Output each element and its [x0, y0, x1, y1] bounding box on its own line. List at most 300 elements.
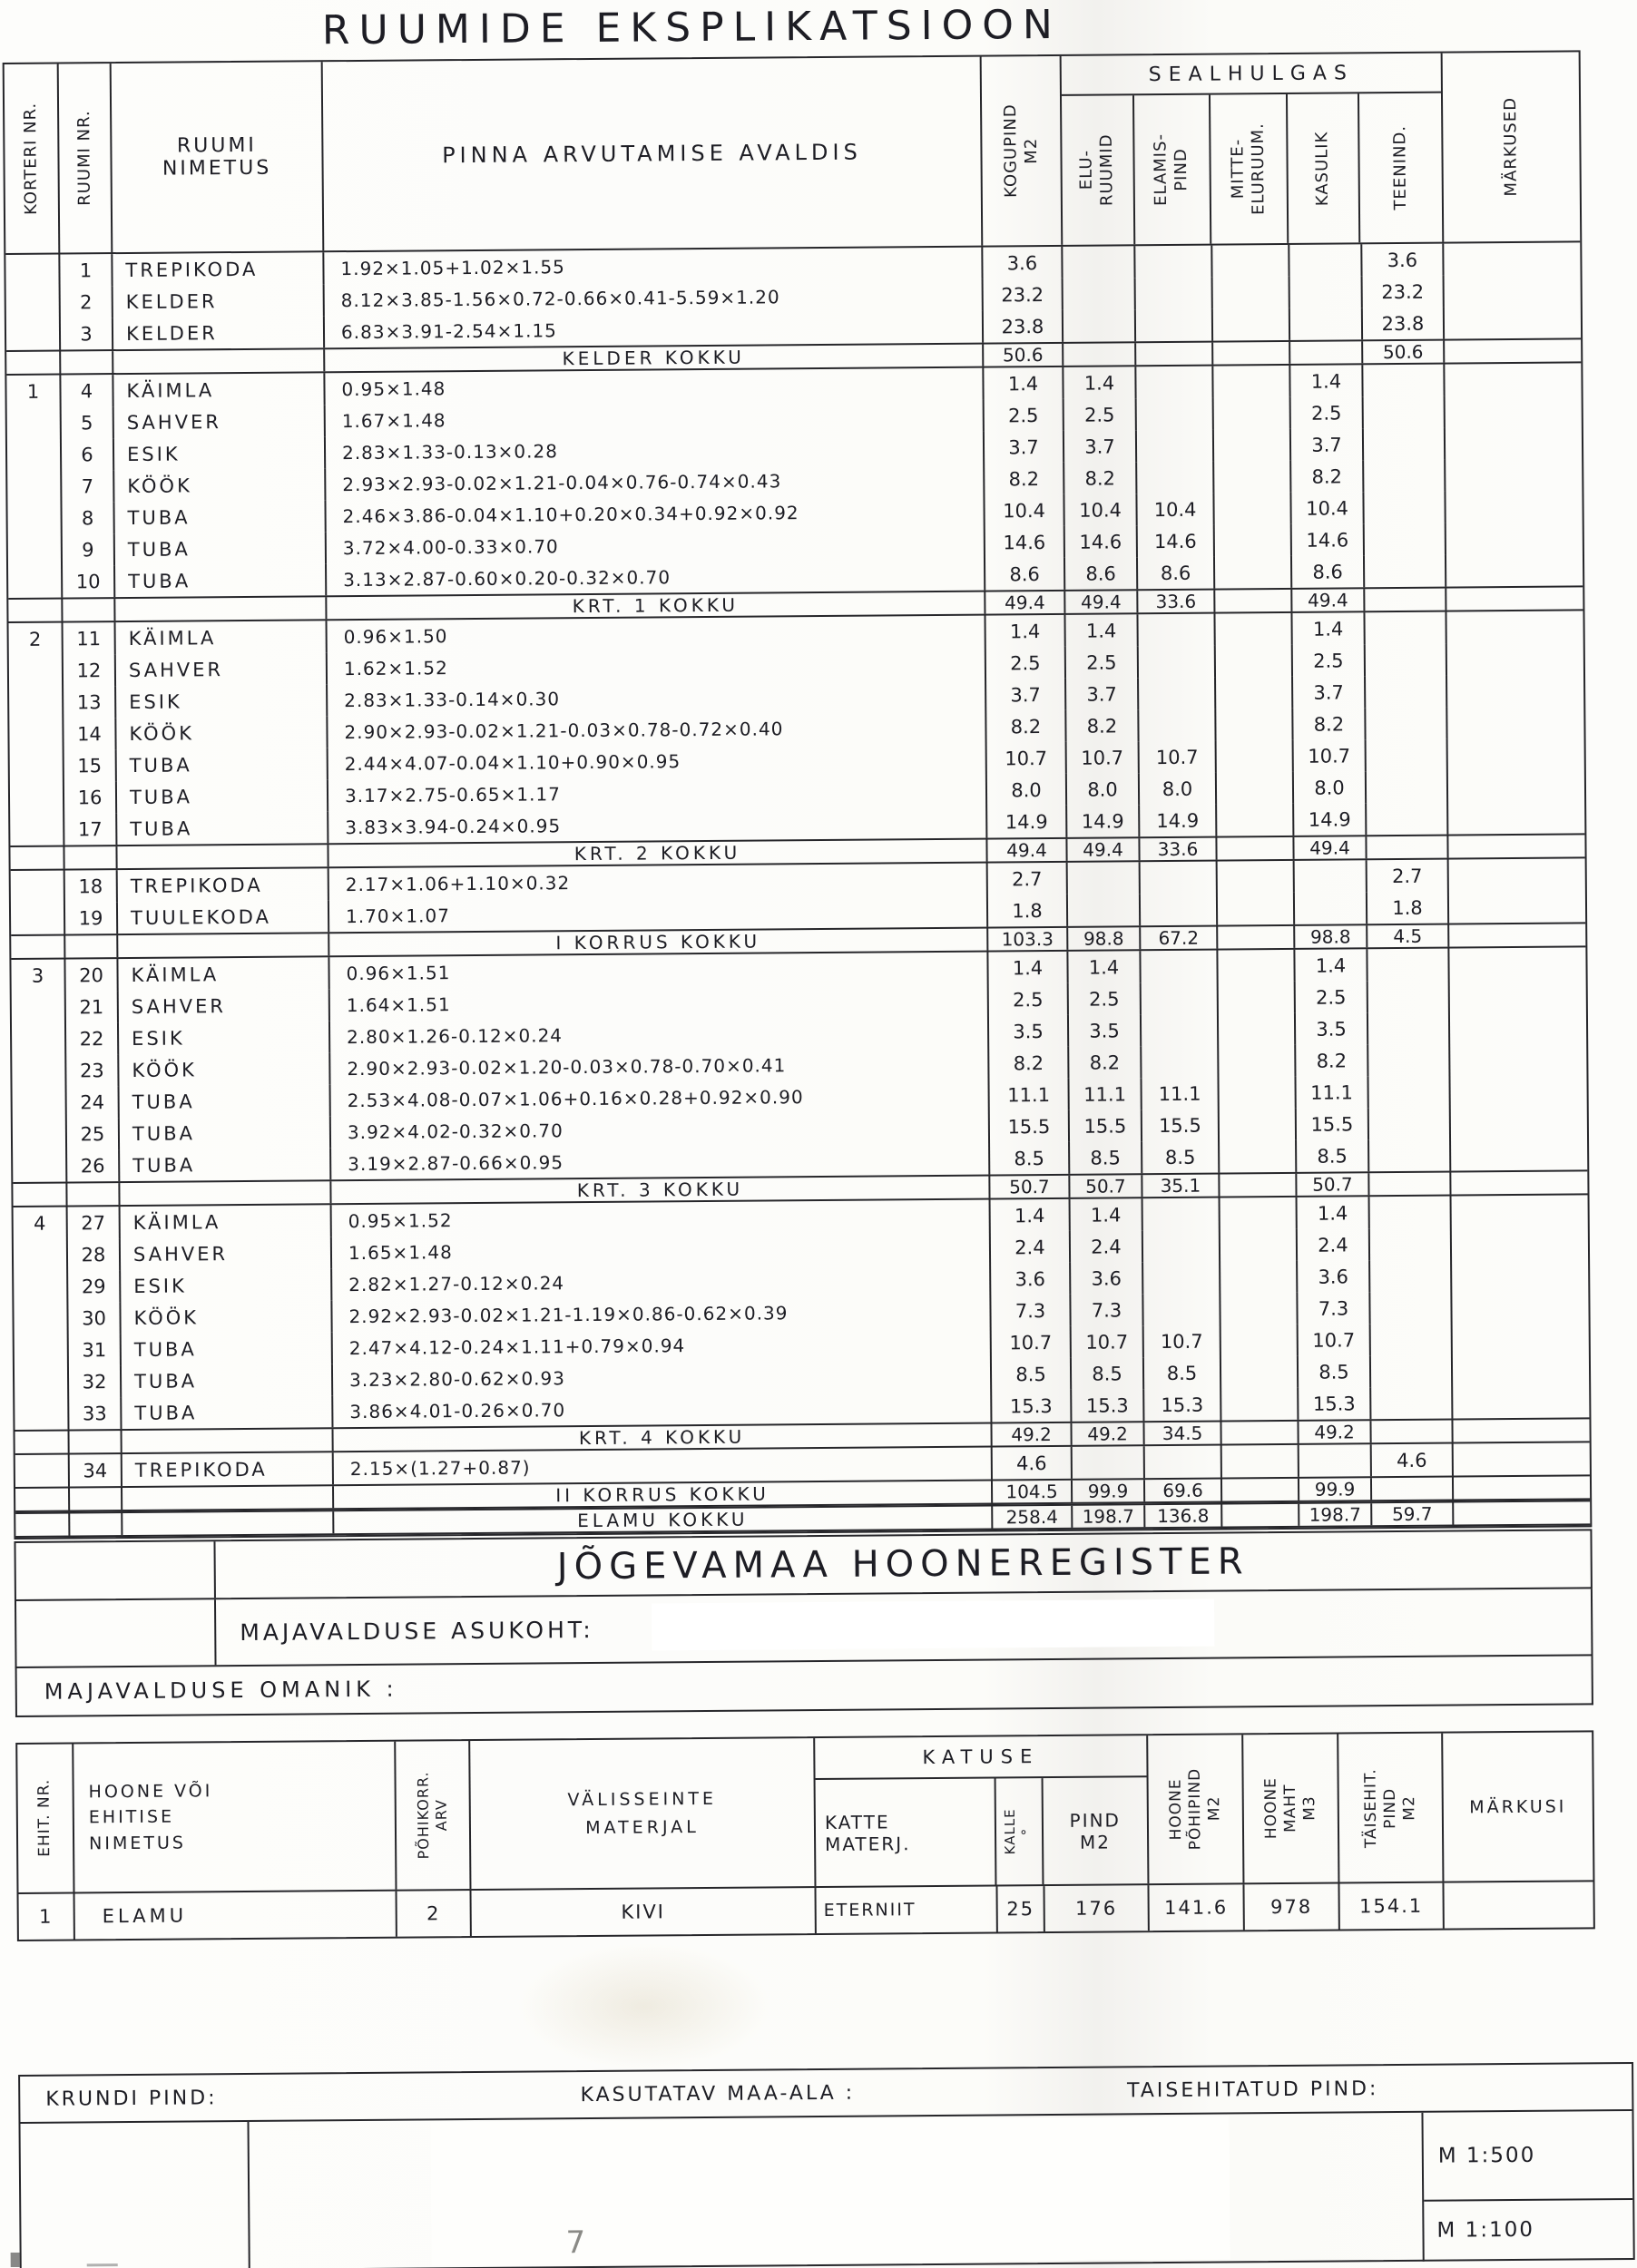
cell-markusi	[1444, 1882, 1593, 1928]
cell-nr: 31	[69, 1334, 122, 1365]
cell-nimetus: TUBA	[120, 1084, 331, 1118]
cell-korter	[14, 1239, 68, 1271]
cell-kasulik: 1.4	[1290, 365, 1363, 397]
cell-mitte	[1221, 1356, 1299, 1389]
cell-teenind	[1369, 1173, 1451, 1196]
cell-avaldis: 2.82×1.27-0.12×0.24	[332, 1264, 991, 1301]
cell-elu	[1063, 246, 1135, 279]
cell-nimetus: TUBA	[115, 563, 327, 597]
cell-mitte	[1213, 308, 1290, 341]
cell-mitte	[1214, 493, 1291, 525]
register-asukoht-row	[15, 1589, 1593, 1668]
cell-mitte	[1217, 837, 1294, 860]
cell-kasulik: 3.7	[1293, 676, 1366, 709]
scan-scuff-mark	[87, 2263, 118, 2266]
cell-korter	[11, 903, 65, 934]
cell-korter	[8, 534, 63, 566]
cell-korter	[6, 352, 61, 374]
cell-nimetus	[120, 1181, 331, 1205]
cell-markused	[1448, 835, 1584, 857]
cell-elamis	[1143, 1294, 1220, 1326]
cell-nr	[64, 846, 117, 868]
cell-teenind	[1366, 708, 1447, 740]
cell-kogupind: 3.5	[989, 1015, 1069, 1048]
cell-korter	[10, 750, 64, 782]
cell-elu: 14.6	[1065, 525, 1138, 558]
header-katuse-subcolumns	[816, 1777, 1148, 1886]
cell-kasulik: 7.3	[1298, 1292, 1370, 1325]
cell-mitte	[1215, 524, 1292, 557]
cell-nimetus: SAHVER	[116, 652, 328, 686]
cell-kalle: 25	[997, 1886, 1044, 1931]
cell-elu: 49.2	[1072, 1422, 1144, 1445]
cell-teenind	[1372, 1478, 1454, 1501]
cell-elamis: 10.4	[1137, 494, 1214, 526]
cell-mitte	[1219, 982, 1296, 1014]
cell-maht: 978	[1244, 1884, 1339, 1931]
cell-elu	[1073, 1446, 1145, 1479]
header-kogupind: KOGUPIND M2	[982, 56, 1064, 246]
cell-kasulik	[1290, 308, 1363, 340]
cell-nimetus: KELDER	[113, 284, 325, 318]
cell-markused	[1446, 458, 1582, 491]
erased-stamp-remnant	[516, 1941, 771, 2070]
header-hoone-pohipind: HOONE PÕHIPIND M2	[1148, 1735, 1244, 1883]
cell-mitte	[1216, 677, 1293, 709]
cell-avaldis: 1.65×1.48	[332, 1232, 991, 1269]
cell-avaldis: 2.93×2.93-0.02×1.21-0.04×0.76-0.74×0.43	[326, 464, 985, 501]
cell-nr: 24	[67, 1086, 120, 1118]
cell-kasulik: 8.6	[1292, 555, 1365, 588]
cell-kasulik: 2.5	[1293, 644, 1366, 677]
cell-markused	[1452, 1290, 1588, 1323]
cell-nr: 25	[67, 1118, 120, 1149]
cell-kogupind: 49.4	[985, 591, 1065, 614]
cell-avaldis: 1.92×1.05+1.02×1.55	[324, 248, 983, 285]
cell-markused	[1448, 769, 1584, 802]
cell-markused	[1452, 1227, 1588, 1259]
cell-korter	[15, 1432, 70, 1453]
cell-avaldis: 1.70×1.07	[329, 895, 988, 933]
cell-teenind	[1371, 1421, 1453, 1443]
cell-nr: 8	[62, 502, 114, 533]
summary-label: KRT. 4 KOKKU	[334, 1424, 993, 1452]
cell-kasulik	[1295, 860, 1367, 893]
cell-mitte	[1220, 1174, 1297, 1197]
scale-boxes	[1421, 2111, 1632, 2262]
cell-elu	[1068, 894, 1141, 926]
cell-teenind	[1364, 492, 1446, 524]
cell-mitte	[1215, 556, 1292, 589]
cell-elu: 8.5	[1070, 1141, 1142, 1174]
cell-korter	[13, 1119, 67, 1150]
cell-kasulik: 1.4	[1298, 1197, 1370, 1229]
table-header	[5, 52, 1581, 255]
cell-nr: 21	[66, 991, 119, 1022]
cell-elu: 7.3	[1071, 1294, 1143, 1326]
cell-korter	[15, 1366, 69, 1398]
cell-elamis: 11.1	[1142, 1078, 1219, 1110]
cell-kogupind: 14.6	[985, 526, 1065, 559]
cell-nimetus: KÄIMLA	[113, 373, 325, 406]
cell-avaldis: 2.83×1.33-0.14×0.30	[328, 679, 986, 717]
header-sealhulgas: SEALHULGAS	[1062, 54, 1441, 96]
cell-avaldis: 3.72×4.00-0.33×0.70	[327, 527, 985, 564]
cell-teenind	[1368, 1044, 1450, 1077]
cell-nimetus	[113, 349, 325, 373]
summary-label: I KORRUS KOKKU	[329, 929, 988, 956]
header-teenind: TEENIND.	[1390, 125, 1410, 210]
cell-teenind	[1369, 1108, 1451, 1140]
cell-elamis: 15.3	[1144, 1389, 1221, 1422]
cell-markused	[1447, 706, 1583, 738]
summary-label: KELDER KOKKU	[325, 345, 984, 372]
cell-kasulik: 2.5	[1291, 396, 1364, 429]
cell-nr: 27	[68, 1207, 121, 1238]
cell-nr: 15	[64, 749, 117, 781]
cell-kasulik: 1.4	[1295, 949, 1367, 982]
cell-markused	[1449, 924, 1585, 946]
cell-kogupind: 1.4	[984, 367, 1064, 400]
cell-elu: 11.1	[1069, 1078, 1142, 1110]
cell-elamis	[1137, 462, 1214, 494]
cell-teenind: 50.6	[1363, 341, 1445, 364]
cell-teenind: 1.8	[1367, 892, 1449, 924]
scale-1-100: M 1:100	[1436, 2217, 1535, 2243]
cell-kogupind: 8.2	[989, 1047, 1069, 1080]
cell-nr: 22	[66, 1022, 119, 1054]
cell-elamis: 34.5	[1144, 1422, 1221, 1445]
cell-elamis: 136.8	[1145, 1505, 1222, 1528]
cell-elamis	[1138, 614, 1215, 647]
cell-avaldis: 3.17×2.75-0.65×1.17	[328, 775, 987, 812]
cell-kasulik: 1.4	[1292, 612, 1365, 645]
cell-korter	[13, 1087, 67, 1119]
cell-teenind	[1371, 1355, 1453, 1388]
cell-nimetus: SAHVER	[121, 1237, 332, 1270]
header-pinna-avaldis: PINNA ARVUTAMISE AVALDIS	[323, 57, 984, 251]
cell-mitte	[1217, 740, 1294, 773]
cell-avaldis: 1.64×1.51	[330, 984, 989, 1022]
header-korteri-nr: KORTERI NR.	[5, 64, 61, 253]
cell-korter	[12, 992, 66, 1023]
cell-seina-materjal: KIVI	[472, 1888, 817, 1936]
cell-avaldis: 2.90×2.93-0.02×1.21-0.03×0.78-0.72×0.40	[328, 711, 986, 748]
cell-elu: 15.3	[1072, 1389, 1144, 1422]
cell-korter	[7, 471, 62, 503]
cell-kasulik: 8.2	[1296, 1044, 1368, 1077]
cell-elu: 3.7	[1066, 678, 1139, 710]
cell-kasulik: 11.1	[1296, 1076, 1368, 1109]
cell-elamis: 35.1	[1142, 1175, 1220, 1198]
cell-teenind	[1365, 612, 1446, 645]
cell-kasulik	[1290, 341, 1363, 364]
cell-avaldis: 3.86×4.01-0.26×0.70	[333, 1391, 992, 1428]
cell-nimetus: TUBA	[122, 1364, 333, 1397]
cell-elamis: 8.0	[1140, 773, 1217, 806]
cell-teenind	[1367, 803, 1448, 836]
register-left-spacer	[16, 1599, 217, 1667]
cell-nr: 3	[61, 318, 113, 349]
cell-kasulik: 2.4	[1298, 1228, 1370, 1261]
cell-elamis	[1135, 246, 1212, 279]
cell-markused	[1451, 1106, 1587, 1139]
cell-teenind	[1363, 365, 1445, 397]
cell-kogupind: 3.7	[985, 431, 1064, 464]
cell-avaldis: 2.47×4.12-0.24×1.11+0.79×0.94	[333, 1327, 992, 1364]
cell-korter	[15, 1334, 69, 1366]
cell-nimetus: KÄIMLA	[118, 957, 329, 991]
cell-korter	[10, 847, 64, 869]
cell-kasulik: 15.3	[1299, 1387, 1371, 1420]
cell-korruste-arv: 2	[397, 1891, 472, 1937]
header-valisseinte-materjal: VÄLISSEINTE MATERJAL	[470, 1738, 816, 1889]
page-title: RUUMIDE EKSPLIKATSIOON	[321, 1, 1063, 54]
cell-kogupind: 8.2	[985, 463, 1064, 495]
header-katuse-pind: PIND M2	[1069, 1808, 1121, 1853]
cell-elu: 1.4	[1068, 951, 1141, 983]
cell-korter	[8, 600, 63, 621]
cell-elu: 198.7	[1073, 1505, 1145, 1528]
cell-mitte	[1222, 1479, 1299, 1501]
cell-elamis	[1141, 862, 1218, 894]
omanik-label: MAJAVALDUSE OMANIK :	[44, 1676, 398, 1705]
cell-markused	[1449, 858, 1585, 891]
cell-kasulik: 14.9	[1294, 803, 1367, 836]
header-ruumi-nimetus: RUUMI NIMETUS	[112, 62, 325, 252]
cell-elu: 15.5	[1070, 1110, 1142, 1142]
cell-nimetus	[123, 1486, 334, 1510]
cell-markused	[1449, 890, 1585, 923]
cell-mitte	[1220, 1229, 1298, 1262]
cell-kogupind: 1.4	[988, 952, 1068, 984]
cell-nimetus: KÖÖK	[116, 716, 328, 749]
cell-kogupind: 3.6	[991, 1263, 1071, 1295]
cell-kasulik: 49.2	[1299, 1421, 1371, 1443]
cell-elamis	[1139, 709, 1216, 742]
cell-avaldis: 1.67×1.48	[326, 400, 985, 437]
cell-nimetus: KÄIMLA	[121, 1205, 332, 1238]
table-body	[5, 242, 1590, 1538]
cell-teenind	[1369, 1139, 1451, 1172]
cell-kogupind: 23.8	[984, 310, 1064, 343]
cell-nr: 17	[64, 813, 117, 845]
cell-kogupind: 11.1	[989, 1079, 1069, 1111]
cell-mitte	[1215, 613, 1292, 646]
cell-korter	[12, 1055, 66, 1087]
cell-mitte	[1212, 245, 1289, 278]
cell-kasulik: 50.7	[1297, 1173, 1369, 1196]
cell-elu: 2.4	[1071, 1230, 1143, 1263]
room-explication-table	[3, 50, 1593, 1540]
cell-kogupind: 1.4	[985, 615, 1065, 648]
cell-mitte	[1221, 1388, 1299, 1421]
cell-nimetus: TREPIKODA	[123, 1452, 334, 1486]
cell-markused	[1453, 1385, 1589, 1418]
cell-nimetus	[115, 597, 327, 621]
cell-teenind	[1370, 1197, 1452, 1229]
summary-label: II KORRUS KOKKU	[334, 1481, 993, 1509]
cell-kasulik: 8.5	[1297, 1139, 1369, 1172]
cell-kasulik: 8.2	[1291, 460, 1364, 493]
cell-teenind	[1364, 460, 1446, 493]
cell-nimetus: KÄIMLA	[116, 621, 328, 654]
cell-mitte	[1218, 861, 1295, 894]
cell-nimetus: SAHVER	[114, 405, 326, 438]
cell-avaldis: 2.15×(1.27+0.87)	[334, 1448, 993, 1485]
cell-markused	[1454, 1501, 1590, 1524]
cell-markused	[1451, 1171, 1587, 1194]
cell-nr: 30	[68, 1302, 121, 1334]
cell-nr: 32	[69, 1365, 122, 1397]
header-markused: MÄRKUSED	[1500, 97, 1521, 197]
cell-pohipind: 141.6	[1149, 1884, 1244, 1931]
cell-korter	[7, 439, 62, 471]
scan-corner-artifact	[11, 2253, 20, 2267]
taisehitatud-pind-label: TAISEHITATUD PIND:	[1127, 2077, 1379, 2102]
cell-avaldis: 2.53×4.08-0.07×1.06+0.16×0.28+0.92×0.90	[331, 1080, 990, 1117]
header-katuse-group	[815, 1735, 1149, 1886]
cell-elu: 3.7	[1064, 430, 1137, 463]
cell-nimetus: TREPIKODA	[118, 868, 329, 902]
cell-avaldis: 2.80×1.26-0.12×0.24	[330, 1016, 989, 1053]
cell-nr	[70, 1431, 123, 1452]
cell-nimetus	[123, 1511, 334, 1535]
cell-elamis	[1143, 1262, 1220, 1295]
cell-avaldis: 0.96×1.50	[328, 616, 986, 653]
header-pohikorruste-arv: PÕHIKORR. ARV	[396, 1741, 471, 1890]
cell-korter	[6, 287, 61, 318]
cell-elu: 1.4	[1064, 367, 1136, 399]
cell-elamis	[1136, 367, 1213, 399]
cell-kasulik: 3.7	[1291, 428, 1364, 461]
cell-mitte	[1213, 366, 1290, 398]
cell-elu: 3.6	[1071, 1262, 1143, 1295]
cell-avaldis: 0.95×1.48	[325, 368, 984, 406]
header-elu-ruumid: ELU- RUUMID	[1062, 95, 1135, 245]
cell-markused	[1451, 1138, 1587, 1170]
register-title: JÕGEVAMAA HOONEREGISTER	[556, 1540, 1250, 1589]
cell-nr: 7	[62, 470, 114, 502]
cell-elu: 14.9	[1067, 805, 1140, 837]
cell-elamis	[1143, 1230, 1220, 1263]
cell-mitte	[1220, 1293, 1298, 1325]
cell-elu	[1064, 309, 1136, 342]
cell-nimetus	[118, 934, 329, 957]
cell-kasulik: 98.8	[1295, 925, 1367, 948]
cell-elu: 10.7	[1072, 1325, 1144, 1358]
cell-avaldis: 0.95×1.52	[332, 1200, 991, 1237]
cell-mitte	[1220, 1140, 1297, 1173]
cell-markused	[1453, 1322, 1589, 1354]
cell-kasulik: 3.6	[1298, 1260, 1370, 1293]
cell-elamis: 8.5	[1142, 1141, 1220, 1174]
cell-kogupind: 103.3	[988, 928, 1068, 951]
cell-kogupind: 1.8	[988, 894, 1068, 927]
cell-elu: 2.5	[1069, 982, 1142, 1015]
header-markusi: MÄRKUSI	[1469, 1796, 1567, 1817]
cell-kogupind: 2.4	[991, 1231, 1071, 1264]
cell-teenind	[1368, 1012, 1450, 1045]
cell-nimetus: KELDER	[113, 316, 325, 349]
cell-korter	[7, 407, 62, 439]
cell-kasulik	[1289, 244, 1362, 277]
cell-avaldis: 2.83×1.33-0.13×0.28	[326, 432, 985, 469]
cell-elamis	[1145, 1446, 1222, 1479]
cell-korter	[5, 255, 60, 287]
cell-korter: 1	[6, 376, 61, 407]
cell-kogupind: 14.9	[987, 806, 1067, 838]
building-table-header	[17, 1732, 1593, 1894]
cell-elamis: 69.6	[1145, 1480, 1222, 1502]
cell-teenind	[1367, 739, 1448, 772]
header-taisehitatud-pind: TÄISEHIT. PIND M2	[1338, 1734, 1444, 1882]
cell-avaldis: 3.19×2.87-0.66×0.95	[331, 1143, 990, 1180]
cell-kogupind: 10.7	[987, 742, 1067, 775]
footer-section	[18, 2062, 1635, 2268]
cell-nr	[67, 1183, 120, 1205]
cell-teenind	[1368, 1076, 1450, 1109]
cell-elu: 98.8	[1068, 927, 1141, 950]
cell-korter	[9, 687, 64, 719]
cell-mitte	[1218, 950, 1295, 982]
cell-elamis: 8.6	[1138, 557, 1215, 590]
cell-ehit-nr: 1	[19, 1893, 75, 1939]
cell-elamis	[1142, 1014, 1219, 1047]
cell-nr: 13	[64, 686, 116, 718]
header-ehit-nr: EHIT. NR.	[17, 1744, 74, 1892]
cell-markused	[1446, 426, 1582, 459]
cell-markused	[1446, 522, 1583, 554]
cell-korter	[13, 1150, 67, 1182]
cell-teenind: 23.2	[1363, 276, 1445, 308]
cell-kogupind: 10.4	[985, 494, 1064, 527]
cell-korter	[13, 1184, 67, 1206]
cell-kogupind: 23.2	[984, 279, 1064, 311]
cell-kogupind: 49.2	[992, 1423, 1072, 1446]
header-ruumi-nr: RUUMI NR.	[59, 64, 113, 252]
cell-avaldis: 3.92×4.02-0.32×0.70	[331, 1111, 990, 1149]
cell-korter	[10, 814, 64, 846]
cell-nr: 2	[61, 286, 113, 318]
cell-kogupind: 15.3	[992, 1390, 1072, 1422]
cell-teenind	[1364, 428, 1446, 461]
cell-nr: 34	[70, 1454, 123, 1486]
cell-korter	[14, 1303, 68, 1334]
cell-nimetus	[123, 1429, 334, 1452]
cell-mitte	[1219, 1045, 1296, 1078]
cell-teenind	[1367, 771, 1448, 804]
register-left-spacer	[15, 1541, 215, 1599]
cell-mitte	[1216, 645, 1293, 678]
cell-teenind	[1364, 396, 1446, 429]
header-katte-materjal: KATTE MATERJ.	[816, 1778, 997, 1886]
cell-elamis	[1137, 430, 1214, 463]
cell-kogupind: 50.6	[984, 344, 1064, 367]
cell-teenind: 3.6	[1362, 244, 1444, 277]
summary-label: KRT. 3 KOKKU	[331, 1177, 990, 1204]
cell-elamis	[1141, 894, 1218, 926]
cell-korter	[11, 936, 65, 958]
cell-nimetus: TREPIKODA	[113, 252, 324, 286]
cell-kogupind: 104.5	[993, 1481, 1073, 1503]
cell-mitte	[1216, 709, 1293, 741]
footer-divider-line	[247, 2122, 250, 2268]
cell-elu: 1.4	[1065, 614, 1138, 647]
cell-nimetus	[117, 845, 328, 868]
cell-nimetus: TUBA	[117, 779, 328, 813]
cell-mitte	[1220, 1109, 1297, 1141]
